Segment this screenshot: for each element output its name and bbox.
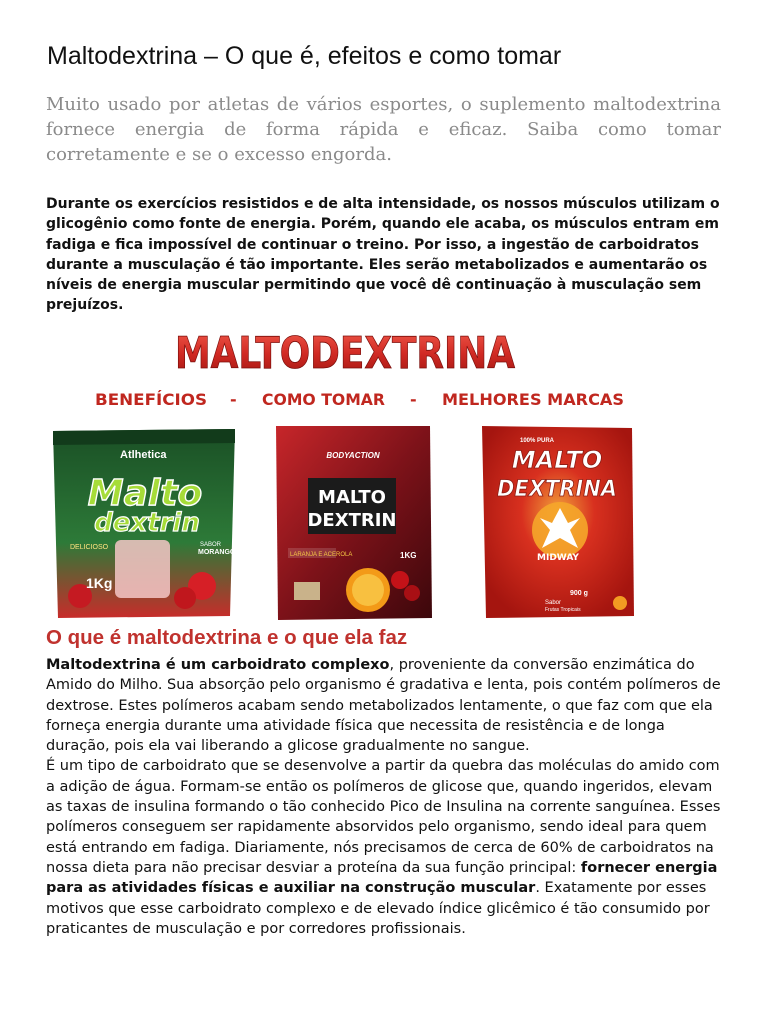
svg-text:100% PURA: 100% PURA: [520, 438, 555, 444]
svg-text:BODYACTION: BODYACTION: [326, 451, 380, 460]
banner-subline-brands: MELHORES MARCAS: [442, 390, 624, 409]
section-heading: O que é maltodextrina e o que ela faz: [46, 626, 408, 649]
body-bold-1: Maltodextrina é um carboidrato complexo: [46, 657, 390, 673]
svg-text:1Kg: 1Kg: [86, 575, 113, 591]
svg-text:MALTO: MALTO: [511, 446, 603, 474]
svg-text:DEXTRINA: DEXTRINA: [497, 477, 617, 502]
product-pack-bodyaction: [276, 426, 432, 620]
intro-paragraph: Durante os exercícios resistidos e de alta intensidade, os nossos músculos utilizam o glicogênio como fonte de energia. Porém, quando ele acaba, os músculos entram em fadiga e fica impossível de continuar o treino. Por isso, a ingestão de carboidratos durante a musculação é tão importante. Eles serão metabolizados e aumentarão os níveis de energia muscular permitindo que você dê continuação à musculação sem prejuízos.: [46, 196, 720, 314]
svg-text:Malto: Malto: [87, 473, 203, 514]
body-bold-2: fornecer energia para as atividades físicas e auxiliar na construção muscular: [46, 859, 718, 897]
svg-text:MALTO: MALTO: [318, 487, 386, 508]
svg-text:DELICIOSO: DELICIOSO: [70, 544, 109, 551]
page-title: Maltodextrina – O que é, efeitos e como tomar: [47, 42, 562, 70]
body-paragraph: [46, 655, 731, 939]
svg-text:Sabor: Sabor: [545, 600, 562, 606]
svg-text:MORANGO: MORANGO: [198, 549, 236, 556]
body-text-2: É um tipo de carboidrato que se desenvolve a partir da quebra das moléculas do amido com a adição de água. Formam-se então os polímeros de glicose que, quando ingeridos, elevam as taxas de insulina formando o tão conhecido Pico de Insulina na corrente sanguínea. Esses polímeros conseguem ser rapidamente absorvidos pelo organismo, sendo ideal para quem está entrando em fadiga. Diariamente, nós precisamos de cerca de 60% de carboidratos na nossa dieta para não precisar desviar a proteína da sua função principal:: [46, 758, 721, 876]
svg-text:Frutas Tropicais: Frutas Tropicais: [545, 607, 581, 613]
banner-subline-how: COMO TOMAR: [262, 390, 385, 409]
svg-text:dextrin: dextrin: [94, 508, 200, 538]
maltodextrina-banner-image: [50, 318, 640, 623]
banner-subline-sep-1: -: [230, 390, 237, 409]
body-text-1: , proveniente da conversão enzimática do Amido do Milho. Sua absorção pelo organismo é gradativa e lenta, pois contém polímeros de dextrose. Estes polímeros acabam sendo metabolizados lentamente, o que faz com que ela forneça energia durante uma atividade física que necessita de resistência e de longa duração, pois ela vai liberando a glicose gradualmente no sangue.: [46, 657, 721, 755]
banner-subline-sep-2: -: [410, 390, 417, 409]
lead-paragraph: Muito usado por atletas de vários esportes, o suplemento maltodextrina fornece energia de forma rápida e eficaz. Saiba como tomar corretamente e se o excesso engorda.: [46, 94, 721, 165]
banner-headline: MALTODEXTRINA: [175, 328, 515, 379]
svg-text:900 g: 900 g: [570, 590, 588, 597]
svg-text:SABOR: SABOR: [200, 542, 222, 548]
svg-text:DEXTRIN: DEXTRIN: [307, 510, 397, 531]
product-pack-atlhetica: [53, 429, 236, 618]
svg-text:Atlhetica: Atlhetica: [120, 449, 167, 461]
body-text-3: . Exatamente por esses motivos que esse carboidrato complexo e de elevado índice glicêmico é tão consumido por praticantes de musculação e por corredores profissionais.: [46, 880, 710, 937]
product-pack-midway: [482, 426, 634, 618]
svg-text:LARANJA E ACEROLA: LARANJA E ACEROLA: [290, 552, 353, 558]
svg-text:MIDWAY: MIDWAY: [537, 553, 579, 563]
banner-subline-benefits: BENEFÍCIOS: [95, 390, 207, 409]
svg-text:1KG: 1KG: [400, 551, 417, 560]
